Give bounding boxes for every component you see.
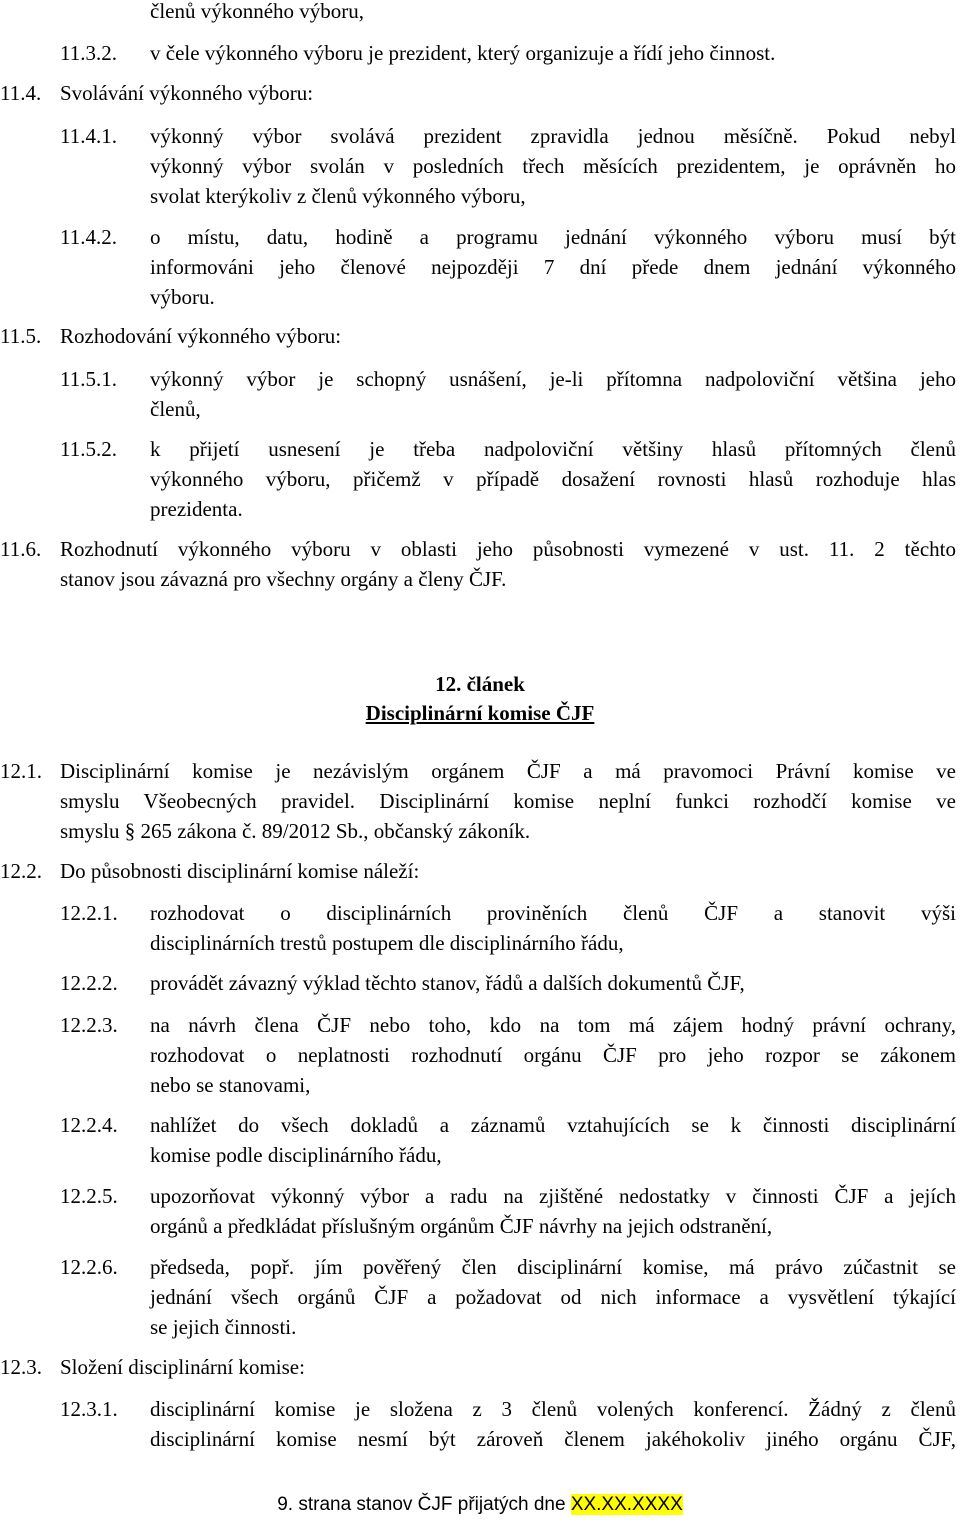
section-number: 11.5.1. (60, 367, 117, 391)
section-paragraph (150, 222, 956, 312)
paragraph-line: výkonný výbor je schopný usnášení, je-li přítomna nadpoloviční většina jeho (150, 367, 956, 391)
paragraph-line: disciplinární komise je složena z 3 členů volených konferencí. Žádný z členů (150, 1397, 956, 1421)
paragraph-line: provádět závazný výklad těchto stanov, řádů a dalších dokumentů ČJF, (150, 971, 745, 995)
section-heading: Rozhodování výkonného výboru: (60, 324, 342, 348)
section-paragraph (150, 434, 956, 524)
paragraph-line: svolat kterýkoliv z členů výkonného výboru, (150, 184, 526, 208)
section-number: 12.2.5. (60, 1184, 118, 1208)
section-paragraph (150, 364, 956, 424)
footer-text: 9. strana stanov ČJF přijatých dne (277, 1494, 571, 1515)
section-paragraph (150, 1252, 956, 1342)
paragraph-line: se jejich činnosti. (150, 1315, 297, 1339)
section-number: 11.5. (0, 324, 42, 348)
paragraph-line: disciplinárních trestů postupem dle disciplinárního řádu, (150, 931, 624, 955)
section-number: 12.2.2. (60, 971, 118, 995)
paragraph-line: komise podle disciplinárního řádu, (150, 1143, 442, 1167)
section-paragraph (150, 1010, 956, 1100)
paragraph-line: nebo se stanovami, (150, 1073, 311, 1097)
footer-date-placeholder: XX.XX.XXXX (570, 1494, 683, 1515)
section-heading: Složení disciplinární komise: (60, 1355, 305, 1379)
paragraph-line: na návrh člena ČJF nebo toho, kdo na tom má zájem hodný právní ochrany, (150, 1013, 956, 1037)
section-paragraph (150, 1394, 956, 1454)
paragraph-line: disciplinární komise nesmí být zároveň členem jakéhokoliv jiného orgánu ČJF, (150, 1427, 956, 1451)
paragraph-line: výkonný výbor svolán v posledních třech měsících prezidentem, je oprávněn ho (150, 154, 956, 178)
section-paragraph (150, 898, 956, 958)
section-number: 12.2.6. (60, 1255, 118, 1279)
paragraph-line: předseda, popř. jím pověřený člen disciplinární komise, má právo zúčastnit se (150, 1255, 956, 1279)
paragraph-line: stanov jsou závazná pro všechny orgány a členy ČJF. (60, 567, 507, 591)
paragraph-line: informováni jeho členové nejpozději 7 dní přede dnem jednání výkonného (150, 255, 956, 279)
section-number: 12.2.4. (60, 1113, 118, 1137)
section-number: 12.3. (0, 1355, 42, 1379)
paragraph-line: upozorňovat výkonný výbor a radu na zjištěné nedostatky v činnosti ČJF a jejích (150, 1184, 956, 1208)
article-title-text: Disciplinární komise ČJF (365, 701, 595, 725)
paragraph-line: smyslu Všeobecných pravidel. Disciplinární komise neplní funkci rozhodčí komise ve (60, 789, 956, 813)
paragraph-line: prezidenta. (150, 497, 243, 521)
article-title (0, 698, 960, 728)
paragraph-line: orgánů a předkládat příslušným orgánům ČJF návrhy na jejich odstranění, (150, 1214, 773, 1238)
section-paragraph (60, 756, 956, 846)
paragraph-line: smyslu § 265 zákona č. 89/2012 Sb., občanský zákoník. (60, 819, 531, 843)
section-number: 12.1. (0, 759, 42, 783)
paragraph-line: výkonného výboru, přičemž v případě dosažení rovnosti hlasů rozhoduje hlas (150, 467, 956, 491)
paragraph-line: jednání všech orgánů ČJF a požadovat od nich informace a vysvětlení týkající (150, 1285, 956, 1309)
paragraph-line: členů, (150, 397, 201, 421)
paragraph-line: Rozhodnutí výkonného výboru v oblasti jeho působnosti vymezené v ust. 11. 2 těchto (60, 537, 956, 561)
paragraph-line: Disciplinární komise je nezávislým orgánem ČJF a má pravomoci Právní komise ve (60, 759, 956, 783)
section-paragraph (150, 1110, 956, 1170)
section-number: 11.4. (0, 81, 42, 105)
page-footer (0, 1490, 960, 1520)
continued-text: členů výkonného výboru, (150, 0, 365, 23)
section-number: 11.3.2. (60, 41, 117, 65)
paragraph-line: o místu, datu, hodině a programu jednání výkonného výboru musí být (150, 225, 956, 249)
section-paragraph (150, 121, 956, 211)
section-number: 11.6. (0, 537, 42, 561)
section-paragraph (150, 1181, 956, 1241)
paragraph-line: k přijetí usnesení je třeba nadpoloviční většiny hlasů přítomných členů (150, 437, 956, 461)
paragraph-line: nahlížet do všech dokladů a záznamů vztahujících se k činnosti disciplinární (150, 1113, 956, 1137)
section-heading: Svolávání výkonného výboru: (60, 81, 314, 105)
section-number: 12.3.1. (60, 1397, 118, 1421)
paragraph-line: rozhodovat o disciplinárních proviněních členů ČJF a stanovit výši (150, 901, 956, 925)
section-number: 11.4.1. (60, 124, 117, 148)
section-number: 12.2. (0, 859, 42, 883)
section-number: 11.5.2. (60, 437, 117, 461)
section-paragraph (150, 968, 956, 998)
section-number: 11.4.2. (60, 225, 117, 249)
paragraph-line: výkonný výbor svolává prezident zpravidla jednou měsíčně. Pokud nebyl (150, 124, 956, 148)
section-heading: Do působnosti disciplinární komise náleží: (60, 859, 420, 883)
section-paragraph (60, 534, 956, 594)
paragraph-line: výboru. (150, 285, 215, 309)
section-number: 12.2.1. (60, 901, 118, 925)
article-number: 12. článek (435, 672, 525, 696)
section-number: 12.2.3. (60, 1013, 118, 1037)
section-text: v čele výkonného výboru je prezident, který organizuje a řídí jeho činnost. (150, 41, 776, 65)
paragraph-line: rozhodovat o neplatnosti rozhodnutí orgánu ČJF pro jeho rozpor se zákonem (150, 1043, 956, 1067)
